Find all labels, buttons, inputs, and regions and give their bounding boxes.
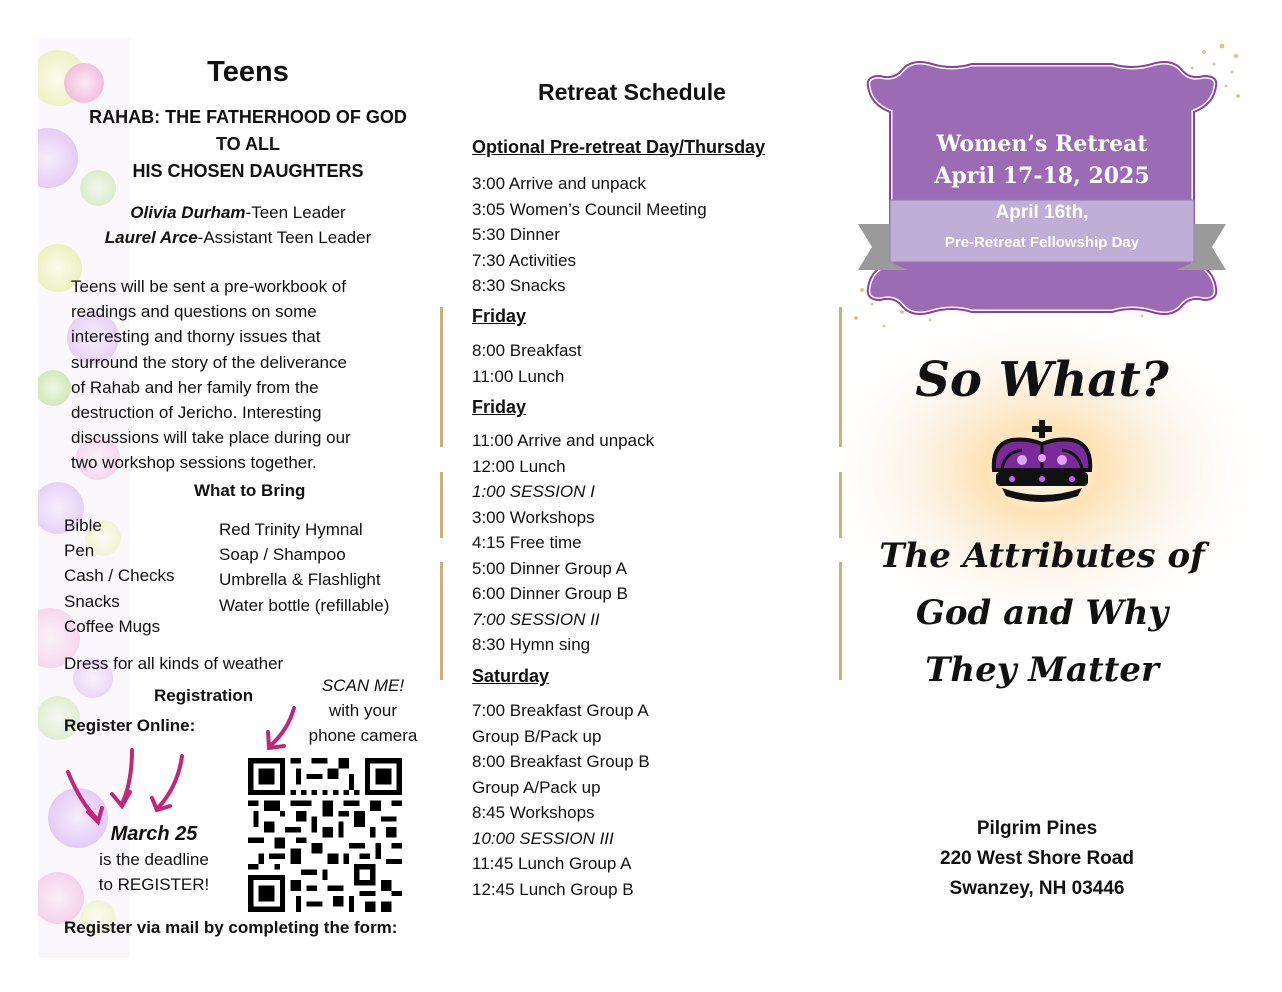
schedule-item: 5:00 Dinner Group A: [472, 558, 627, 578]
registration-heading: Registration: [154, 686, 254, 705]
register-mail-text: Register via mail by completing the form:: [64, 918, 398, 937]
theme-line: RAHAB: THE FATHERHOOD OF GOD: [89, 107, 407, 127]
scan-line: with your: [328, 701, 398, 720]
arrow-icons: [60, 742, 200, 832]
deadline-line: to REGISTER!: [98, 875, 210, 894]
bring-list-1: [64, 513, 175, 639]
intro-line: Teens will be sent a pre-workbook of: [71, 277, 346, 296]
divider-line: [440, 307, 443, 447]
leader-name: Laurel Arce: [104, 228, 198, 247]
badge-title: Women’s Retreat: [936, 131, 1148, 157]
schedule-item: 3:00 Arrive and unpack: [472, 174, 646, 193]
schedule-item: 7:00 Breakfast Group A: [472, 701, 649, 720]
schedule-section-items: [472, 428, 654, 658]
schedule-item: 12:00 Lunch: [472, 456, 566, 476]
schedule-item: 7:00 SESSION II: [472, 609, 600, 629]
deadline-line: is the deadline: [99, 850, 209, 869]
list-item: Water bottle (refillable): [219, 595, 390, 615]
theme-line: TO ALL: [216, 134, 280, 154]
leader-name: Olivia Durham: [130, 203, 246, 222]
schedule-item: 11:45 Lunch Group A: [472, 854, 632, 873]
list-item: Umbrella & Flashlight: [219, 570, 381, 590]
scan-line: phone camera: [308, 726, 418, 745]
teen-leaders: [58, 200, 418, 250]
divider-line: [440, 562, 443, 680]
schedule-item: 8:00 Breakfast Group B: [472, 752, 650, 771]
list-item: Pen: [64, 541, 95, 561]
list-item: Snacks: [64, 591, 120, 611]
schedule-item: 8:45 Workshops: [472, 803, 595, 822]
schedule-section-items: [472, 698, 650, 902]
deadline-note: [84, 822, 224, 897]
leader-line: [58, 225, 418, 250]
what-to-bring-heading: What to Bring: [194, 481, 306, 500]
schedule-item: 8:30 Hymn sing: [472, 635, 591, 654]
intro-line: of Rahab and her family from the: [71, 377, 319, 397]
list-item: Soap / Shampoo: [219, 545, 346, 565]
badge-text: [842, 128, 1242, 192]
subtitle-line: God and Why: [915, 593, 1169, 633]
intro-line: readings and questions on some: [71, 302, 317, 322]
list-item: Bible: [64, 516, 102, 535]
cover-subtitle: [842, 528, 1242, 699]
teens-intro: [71, 274, 411, 476]
leader-role: -Assistant Teen Leader: [197, 228, 372, 247]
schedule-section-items: [472, 338, 582, 389]
list-item: Cash / Checks: [64, 566, 175, 586]
intro-line: discussions will take place during our: [71, 428, 351, 448]
arrow-down-icon: [158, 756, 182, 808]
cover-panel: [842, 0, 1282, 992]
schedule-section-heading: Saturday: [472, 666, 550, 686]
location-line: 220 West Shore Road: [940, 848, 1134, 869]
intro-line: surround the story of the deliverance: [71, 352, 347, 372]
teens-heading: Teens: [207, 56, 289, 88]
qr-code[interactable]: [248, 758, 402, 912]
schedule-item: 8:00 Breakfast: [472, 341, 582, 360]
schedule-section-items: [472, 171, 707, 299]
schedule-item: 11:00 Arrive and unpack: [472, 431, 655, 450]
subtitle-line: They Matter: [925, 650, 1159, 690]
scan-line: SCAN ME!: [321, 676, 405, 695]
list-item: Red Trinity Hymnal: [219, 520, 363, 539]
location-line: Pilgrim Pines: [976, 818, 1098, 839]
leader-role: -Teen Leader: [245, 203, 346, 222]
schedule-section-heading: Friday: [472, 306, 527, 326]
intro-line: destruction of Jericho. Interesting: [71, 403, 322, 423]
cover-headline: So What?: [915, 352, 1169, 408]
deadline-date: March 25: [110, 823, 198, 845]
schedule-item: 7:30 Activities: [472, 250, 576, 270]
intro-line: two workshop sessions together.: [71, 453, 317, 473]
dress-note: Dress for all kinds of weather: [64, 654, 284, 673]
schedule-item: 11:00 Lunch: [472, 366, 565, 386]
bring-list-2: [219, 517, 389, 618]
schedule-item: 3:05 Women’s Council Meeting: [472, 199, 707, 219]
list-item: Coffee Mugs: [64, 616, 161, 636]
schedule-item: 4:15 Free time: [472, 533, 582, 552]
schedule-item: Group B/Pack up: [472, 726, 602, 746]
location-address: [842, 814, 1232, 904]
schedule-item: 6:00 Dinner Group B: [472, 584, 628, 603]
schedule-item: 12:45 Lunch Group B: [472, 879, 634, 899]
ribbon-date: April 16th,: [995, 202, 1089, 223]
schedule-item: 3:00 Workshops: [472, 507, 595, 527]
schedule-item: Group A/Pack up: [472, 777, 601, 797]
schedule-item: 5:30 Dinner: [472, 225, 560, 244]
schedule-item: 1:00 SESSION I: [472, 482, 595, 501]
schedule-section-heading: Friday: [472, 397, 527, 417]
intro-line: interesting and thorny issues that: [71, 327, 321, 347]
schedule-item: 8:30 Snacks: [472, 276, 566, 295]
location-line: Swanzey, NH 03446: [949, 878, 1125, 899]
arrowhead-icon: [112, 792, 130, 806]
scan-me-note: [298, 673, 428, 748]
arrow-down-icon: [68, 772, 98, 820]
schedule-title: Retreat Schedule: [538, 79, 726, 105]
leader-line: [58, 200, 418, 225]
badge-dates: April 17-18, 2025: [934, 163, 1150, 189]
schedule-item: 10:00 SESSION III: [472, 828, 614, 848]
register-online-label: Register Online:: [64, 716, 196, 735]
subtitle-line: The Attributes of: [879, 536, 1205, 576]
schedule-section-heading: Optional Pre-retreat Day/Thursday: [472, 137, 766, 157]
teens-theme: [58, 104, 438, 185]
scan-arrow-icon: [262, 704, 302, 754]
ribbon-subtitle: Pre-Retreat Fellowship Day: [944, 234, 1140, 251]
theme-line: HIS CHOSEN DAUGHTERS: [132, 161, 364, 181]
divider-line: [440, 472, 443, 538]
